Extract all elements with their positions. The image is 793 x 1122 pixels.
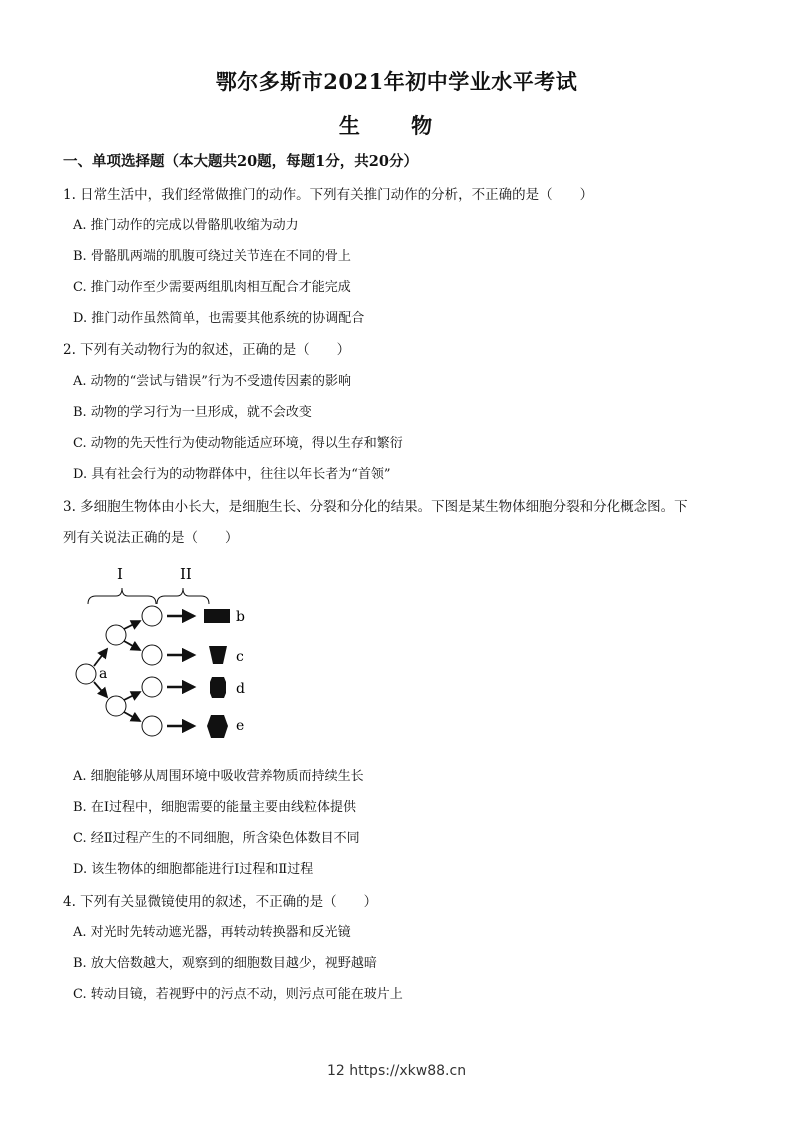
section-heading: 一、单项选择题（本大题共20题，每题1分，共20分） bbox=[63, 153, 418, 170]
arrow-a-lower bbox=[94, 682, 107, 697]
question-4-option-b: B. 放大倍数越大，观察到的细胞数目越少，视野越暗 bbox=[73, 956, 377, 971]
cell-upper bbox=[106, 625, 126, 645]
label-II: II bbox=[180, 565, 192, 583]
brace-I bbox=[88, 588, 156, 604]
subject-title bbox=[0, 110, 793, 140]
question-3-option-a: A. 细胞能够从周围环境中吸收营养物质而持续生长 bbox=[73, 769, 364, 784]
cell-c-source bbox=[142, 645, 162, 665]
brace-II bbox=[157, 588, 209, 604]
question-3-stem-line-1: 3. 多细胞生物体由小长大，是细胞生长、分裂和分化的结果。下图是某生物体细胞分裂和分化概念图。下 bbox=[63, 499, 688, 515]
question-1-stem: 1. 日常生活中，我们经常做推门的动作。下列有关推门动作的分析，不正确的是（ ） bbox=[63, 187, 594, 203]
exam-title: 鄂尔多斯市2021年初中学业水平考试 bbox=[215, 69, 578, 94]
cell-b-source bbox=[142, 606, 162, 626]
arrow-upper-b bbox=[124, 621, 140, 629]
label-d: d bbox=[236, 681, 245, 697]
question-4-option-c: C. 转动目镜，若视野中的污点不动，则污点可能在玻片上 bbox=[73, 987, 403, 1002]
label-I: I bbox=[117, 565, 123, 583]
subject-text: 生 物 bbox=[338, 113, 455, 138]
question-1-option-a: A. 推门动作的完成以骨骼肌收缩为动力 bbox=[73, 218, 299, 233]
cell-lower bbox=[106, 696, 126, 716]
cell-e-source bbox=[142, 716, 162, 736]
page-footer: 12 https://xkw88.cn bbox=[326, 1063, 467, 1079]
cell-a bbox=[76, 664, 96, 684]
question-4-stem: 4. 下列有关显微镜使用的叙述，不正确的是（ ） bbox=[63, 894, 378, 910]
question-2-option-c: C. 动物的先天性行为使动物能适应环境，得以生存和繁衍 bbox=[73, 436, 403, 451]
label-b: b bbox=[236, 609, 245, 625]
cell-d-source bbox=[142, 677, 162, 697]
question-3-option-c: C. 经Ⅱ过程产生的不同细胞，所含染色体数目不同 bbox=[73, 831, 360, 846]
question-2-stem: 2. 下列有关动物行为的叙述，正确的是（ ） bbox=[63, 342, 351, 358]
question-2-option-a: A. 动物的“尝试与错误”行为不受遗传因素的影响 bbox=[73, 374, 351, 389]
label-e: e bbox=[236, 718, 245, 734]
question-1-option-c: C. 推门动作至少需要两组肌肉相互配合才能完成 bbox=[73, 280, 351, 295]
cell-c-shape bbox=[209, 646, 227, 664]
cell-d-shape bbox=[210, 677, 226, 698]
cell-division-diagram bbox=[70, 560, 270, 750]
question-2-option-d: D. 具有社会行为的动物群体中，往往以年长者为“首领” bbox=[73, 467, 391, 482]
arrow-lower-d bbox=[124, 692, 140, 700]
arrow-lower-e bbox=[124, 712, 140, 721]
label-a: a bbox=[99, 666, 108, 682]
question-2-option-b: B. 动物的学习行为一旦形成，就不会改变 bbox=[73, 405, 312, 420]
arrow-upper-c bbox=[124, 641, 140, 650]
question-1-option-d: D. 推门动作虽然简单，也需要其他系统的协调配合 bbox=[73, 311, 365, 326]
question-3-option-d: D. 该生物体的细胞都能进行Ⅰ过程和Ⅱ过程 bbox=[73, 862, 314, 877]
question-1-option-b: B. 骨骼肌两端的肌腹可绕过关节连在不同的骨上 bbox=[73, 249, 351, 264]
question-3-option-b: B. 在Ⅰ过程中，细胞需要的能量主要由线粒体提供 bbox=[73, 800, 356, 815]
cell-e-shape bbox=[207, 715, 228, 738]
question-3-stem-line-2: 列有关说法正确的是（ ） bbox=[63, 530, 239, 546]
arrow-a-upper bbox=[94, 649, 107, 666]
label-c: c bbox=[236, 649, 244, 665]
cell-b-shape bbox=[204, 609, 230, 623]
question-4-option-a: A. 对光时先转动遮光器，再转动转换器和反光镜 bbox=[73, 925, 351, 940]
